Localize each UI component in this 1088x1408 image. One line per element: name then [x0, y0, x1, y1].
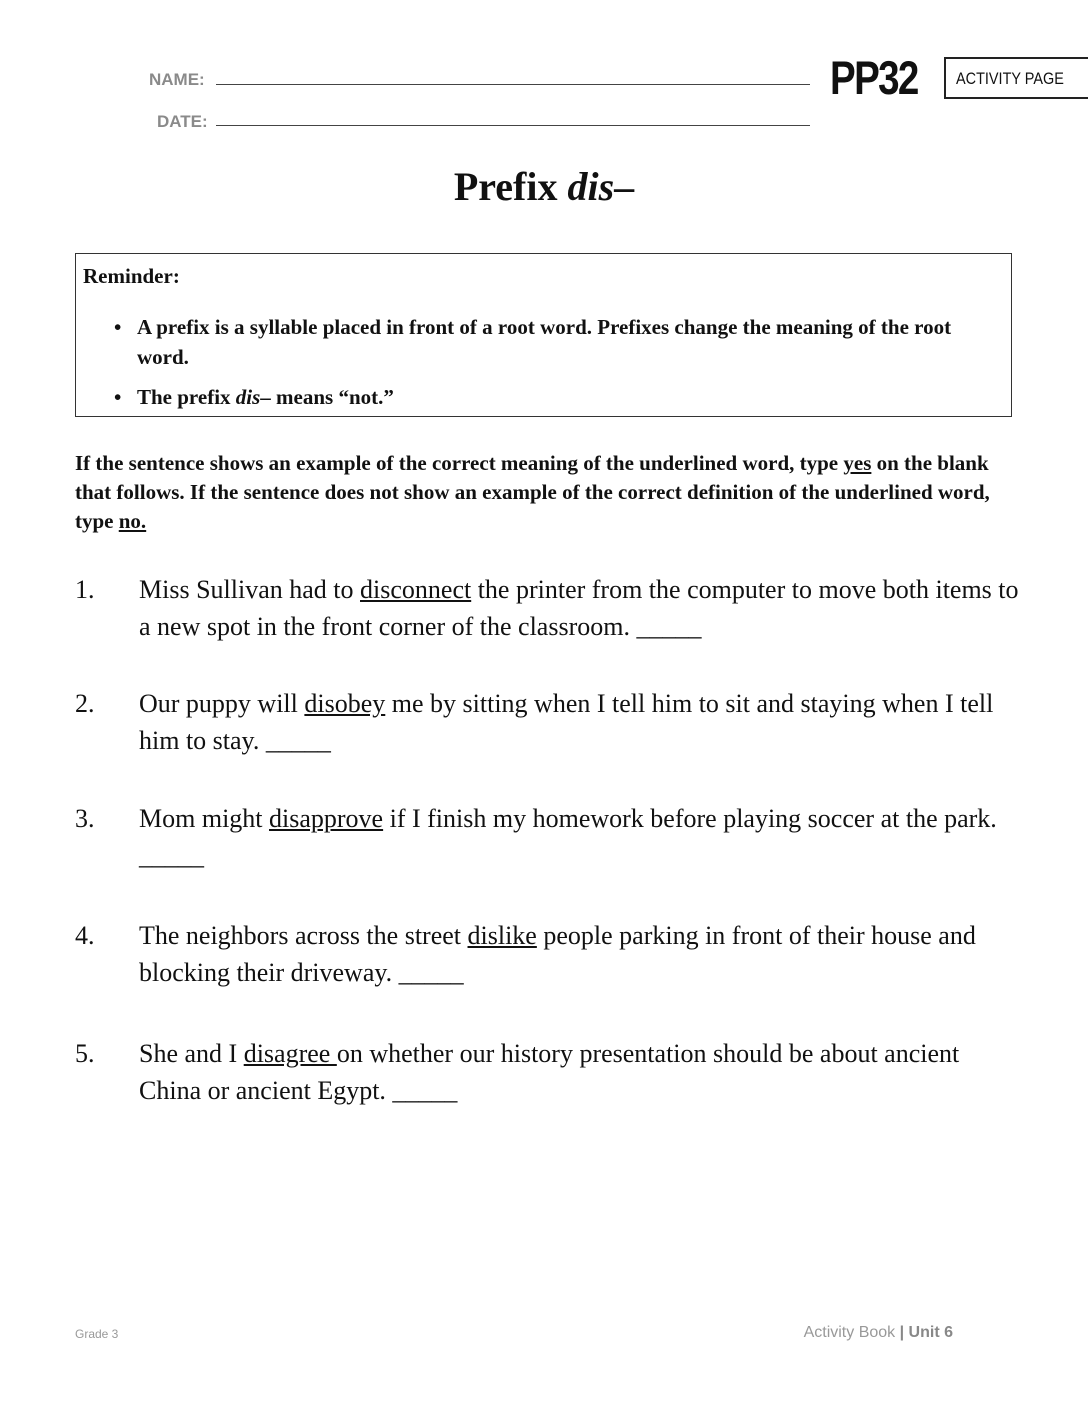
underlined-word: disconnect [360, 575, 472, 604]
question-number: 2. [75, 689, 95, 718]
bullet-dot-icon: • [114, 315, 122, 339]
instructions: If the sentence shows an example of the correct meaning of the underlined word, type yes on the blank that follows. If the sentence does not show an example of the correct definition of the underlined word, type no. [75, 451, 990, 533]
footer-grade: Grade 3 [75, 1327, 119, 1341]
reminder-bullet-2 [116, 382, 996, 412]
date-label: DATE: [157, 112, 208, 131]
bullet-dot-icon: • [114, 385, 122, 409]
reminder-box [75, 253, 1012, 417]
title-prefix-word: Prefix [453, 164, 558, 209]
underlined-word: disagree [243, 1039, 337, 1068]
question-1 [75, 571, 1025, 645]
title-dash: – [614, 164, 635, 209]
reminder-bullet-2-text: The prefix dis– means “not.” [137, 385, 394, 409]
question-5 [75, 1035, 1025, 1109]
page-title [0, 163, 1088, 210]
question-number: 4. [75, 921, 95, 950]
question-text: The neighbors across the street dislike people parking in front of their house and blocking their driveway. _____ [139, 921, 976, 987]
question-text: Miss Sullivan had to disconnect the printer from the computer to move both items to a new spot in the front corner of the classroom. _____ [139, 575, 1019, 641]
underlined-word: dislike [467, 921, 537, 950]
activity-page-label: ACTIVITY PAGE [956, 69, 1064, 88]
yes-word: yes [843, 451, 872, 475]
footer-unit: Unit 6 [908, 1324, 953, 1341]
question-4 [75, 917, 1025, 991]
reminder-heading: Reminder: [83, 264, 180, 288]
reminder-bullet-1-text: A prefix is a syllable placed in front of a root word. Prefixes change the meaning of the root word. [137, 315, 952, 369]
question-text: Our puppy will disobey me by sitting when I tell him to sit and staying when I tell him to stay. _____ [139, 689, 994, 755]
name-line[interactable] [216, 84, 810, 85]
question-number: 5. [75, 1039, 95, 1068]
footer-book-unit: Activity Book | Unit 6 [803, 1324, 953, 1341]
question-number: 3. [75, 804, 95, 833]
title-italic-part: dis [567, 164, 615, 209]
date-line[interactable] [216, 125, 810, 126]
underlined-word: disapprove [269, 804, 384, 833]
question-number: 1. [75, 575, 95, 604]
name-label: NAME: [149, 70, 205, 89]
page-code: PP32 [830, 51, 918, 104]
question-text: She and I disagree on whether our history presentation should be about ancient China or ancient Egypt. _____ [139, 1039, 960, 1105]
question-2 [75, 685, 1025, 759]
underlined-word: disobey [304, 689, 386, 718]
question-text: Mom might disapprove if I finish my homework before playing soccer at the park. _____ [139, 804, 997, 870]
no-word: no. [118, 509, 147, 533]
reminder-bullet-1 [116, 312, 996, 372]
activity-page-box [944, 57, 1088, 99]
question-3 [75, 800, 1025, 874]
